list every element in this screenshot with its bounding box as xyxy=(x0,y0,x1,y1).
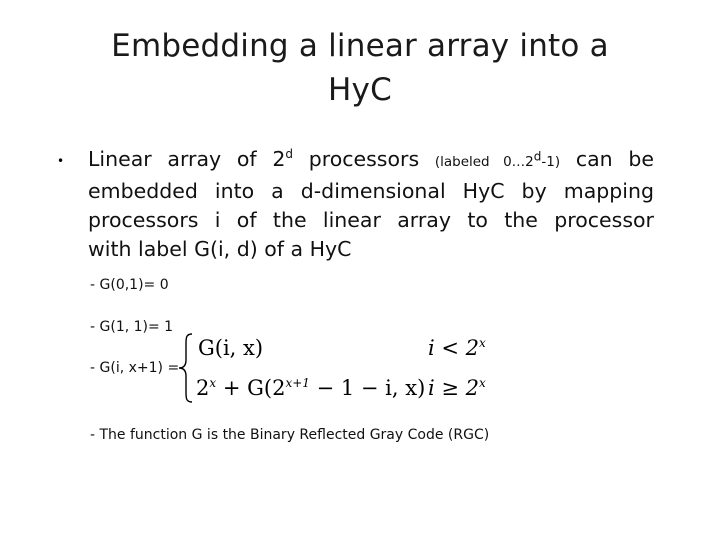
bullet-text xyxy=(88,145,654,264)
title-line-2: HyC xyxy=(328,72,392,108)
subitem-gix: - G(i, x+1) = xyxy=(90,360,180,376)
small-note-a: (labeled 0…2 xyxy=(434,154,534,170)
case-2-base: 2 xyxy=(196,376,210,400)
case-2-condition-exponent: x xyxy=(479,376,486,390)
formula-case-2-condition xyxy=(428,376,486,400)
slide-title xyxy=(60,24,660,112)
small-note-sup: d xyxy=(533,149,542,164)
case-2-tail: − 1 − i, x) xyxy=(309,376,426,400)
formula-case-1-expression: G(i, x) xyxy=(198,336,264,360)
bullet-small-note xyxy=(434,149,561,170)
small-note-b: -1) xyxy=(541,154,561,170)
bullet-text-c: can be xyxy=(560,147,654,171)
bullet-text-b: processors xyxy=(293,147,435,171)
case-1-condition-exponent: x xyxy=(479,336,486,350)
bullet-line-2: embedded into a d-dimensional HyC by mapping xyxy=(88,179,654,203)
case-2-exponent-2: x+1 xyxy=(285,376,310,390)
case-2-condition-base: i ≥ 2 xyxy=(428,376,480,400)
curly-brace xyxy=(176,332,196,404)
bullet-line-4: with label G(i, d) of a HyC xyxy=(88,237,352,261)
bullet-marker: • xyxy=(57,154,65,168)
bullet-line-1 xyxy=(88,145,654,177)
case-2-exponent-1: x xyxy=(209,376,217,390)
subitem-g01: - G(0,1)= 0 xyxy=(90,277,169,293)
bullet-line-3: processors i of the linear array to the processor xyxy=(88,208,654,232)
case-1-condition-base: i < 2 xyxy=(428,336,480,360)
subitem-g11: - G(1, 1)= 1 xyxy=(90,319,174,335)
bullet-text-a: Linear array of 2 xyxy=(88,147,286,171)
formula-case-2-expression xyxy=(196,376,425,400)
bullet-sup-d: d xyxy=(285,147,293,162)
case-2-mid: + G(2 xyxy=(216,376,286,400)
subitem-rgc: - The function G is the Binary Reflected Gray Code (RGC) xyxy=(90,427,490,443)
title-line-1: Embedding a linear array into a xyxy=(111,28,609,64)
formula-case-1-condition xyxy=(428,336,486,360)
